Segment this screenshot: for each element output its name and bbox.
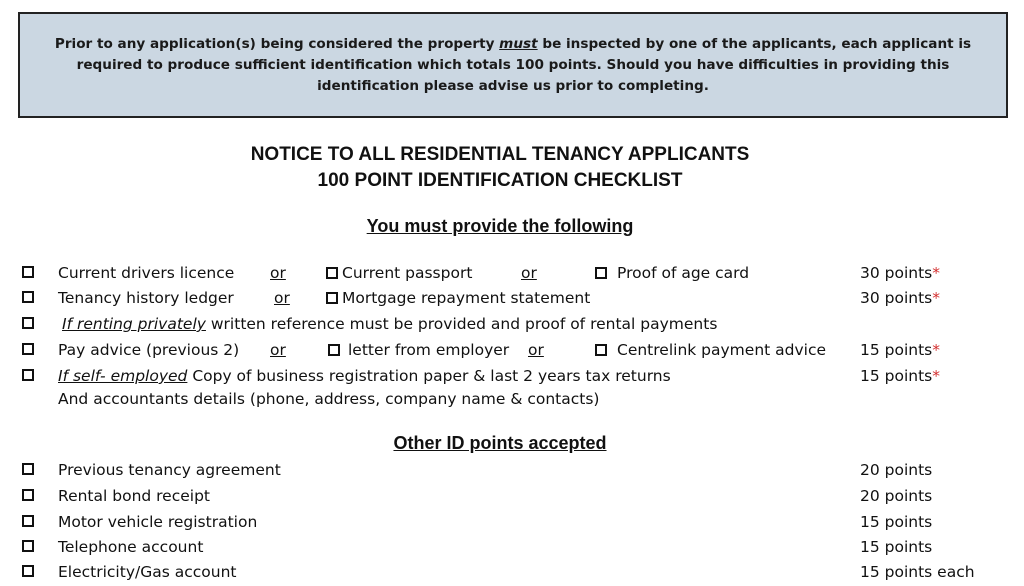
required-star: * <box>932 341 941 359</box>
option-text: Centrelink payment advice <box>617 341 827 359</box>
option-label: Motor vehicle registration <box>58 513 258 531</box>
notice-text-part: be inspected by one of the applicants, each applicant is required to produce sufficient identification which totals 100 points. Should you have difficulties in providing this identification please advise us prior to completing. <box>76 35 972 94</box>
option-label: Previous tenancy agreement <box>58 461 281 479</box>
option-text: Mortgage repayment statement <box>342 289 591 307</box>
option-label <box>328 339 509 361</box>
checkbox[interactable] <box>328 344 340 356</box>
checkbox[interactable] <box>22 343 34 355</box>
emphasis-text: If self- employed <box>58 367 188 385</box>
required-heading: You must provide the following <box>366 216 634 236</box>
option-label: And accountants details (phone, address, company name & contacts) <box>58 390 600 408</box>
required-row <box>0 287 1024 311</box>
or-label: or <box>274 289 290 307</box>
required-row <box>0 313 1024 337</box>
other-heading: Other ID points accepted <box>393 433 607 453</box>
option-label <box>595 339 826 361</box>
required-row <box>0 339 1024 363</box>
checkbox[interactable] <box>22 369 34 381</box>
checkbox[interactable] <box>595 267 607 279</box>
other-row <box>0 561 1024 585</box>
points-value: 15 points each <box>860 563 975 581</box>
option-label: Electricity/Gas account <box>58 563 237 581</box>
option-label: Pay advice (previous 2) <box>58 341 240 359</box>
points-text: 15 points <box>860 367 933 385</box>
points-text: 15 points <box>860 341 933 359</box>
option-label: Current drivers licence <box>58 264 235 282</box>
page-title: NOTICE TO ALL RESIDENTIAL TENANCY APPLICANTS <box>250 144 750 165</box>
or-label: or <box>528 341 544 359</box>
option-text: Proof of age card <box>617 264 750 282</box>
option-label <box>595 262 749 284</box>
points-value: 15 points <box>860 538 933 556</box>
points-value: 20 points <box>860 487 933 505</box>
required-row-continued <box>0 388 1024 412</box>
checkbox[interactable] <box>22 515 34 527</box>
checkbox[interactable] <box>22 540 34 552</box>
or-label: or <box>521 264 537 282</box>
notice-box <box>18 12 1008 118</box>
required-star: * <box>932 367 941 385</box>
other-row <box>0 459 1024 483</box>
option-label <box>326 287 590 309</box>
checkbox[interactable] <box>22 489 34 501</box>
checkbox[interactable] <box>22 291 34 303</box>
emphasis-text: If renting privately <box>62 315 206 333</box>
option-label: Telephone account <box>58 538 204 556</box>
points-value: 20 points <box>860 461 933 479</box>
or-label: or <box>270 264 286 282</box>
page-subtitle: 100 POINT IDENTIFICATION CHECKLIST <box>317 170 683 191</box>
required-row <box>0 262 1024 286</box>
option-text: written reference must be provided and proof of rental payments <box>205 315 718 333</box>
checkbox[interactable] <box>22 317 34 329</box>
other-row <box>0 511 1024 535</box>
notice-emphasis: must <box>499 35 538 52</box>
notice-text-part: Prior to any application(s) being considered the property <box>54 35 500 52</box>
option-text: Current passport <box>342 264 473 282</box>
points-value <box>860 287 940 309</box>
points-value <box>860 365 940 387</box>
checkbox[interactable] <box>22 463 34 475</box>
points-text: 30 points <box>860 264 933 282</box>
option-label <box>58 365 671 387</box>
checkbox[interactable] <box>595 344 607 356</box>
or-label: or <box>270 341 286 359</box>
checkbox[interactable] <box>326 292 338 304</box>
points-value: 15 points <box>860 513 933 531</box>
required-star: * <box>932 289 941 307</box>
option-label: Tenancy history ledger <box>58 289 234 307</box>
checkbox[interactable] <box>326 267 338 279</box>
points-text: 30 points <box>860 289 933 307</box>
required-row <box>0 365 1024 389</box>
other-row <box>0 536 1024 560</box>
points-value <box>860 262 940 284</box>
option-text: letter from employer <box>348 341 510 359</box>
checkbox[interactable] <box>22 266 34 278</box>
option-label <box>62 313 717 335</box>
points-value <box>860 339 940 361</box>
required-star: * <box>932 264 941 282</box>
notice-text <box>50 34 976 97</box>
checkbox[interactable] <box>22 565 34 577</box>
option-text: Copy of business registration paper & last 2 years tax returns <box>187 367 671 385</box>
option-label <box>326 262 472 284</box>
option-label: Rental bond receipt <box>58 487 211 505</box>
other-row <box>0 485 1024 509</box>
